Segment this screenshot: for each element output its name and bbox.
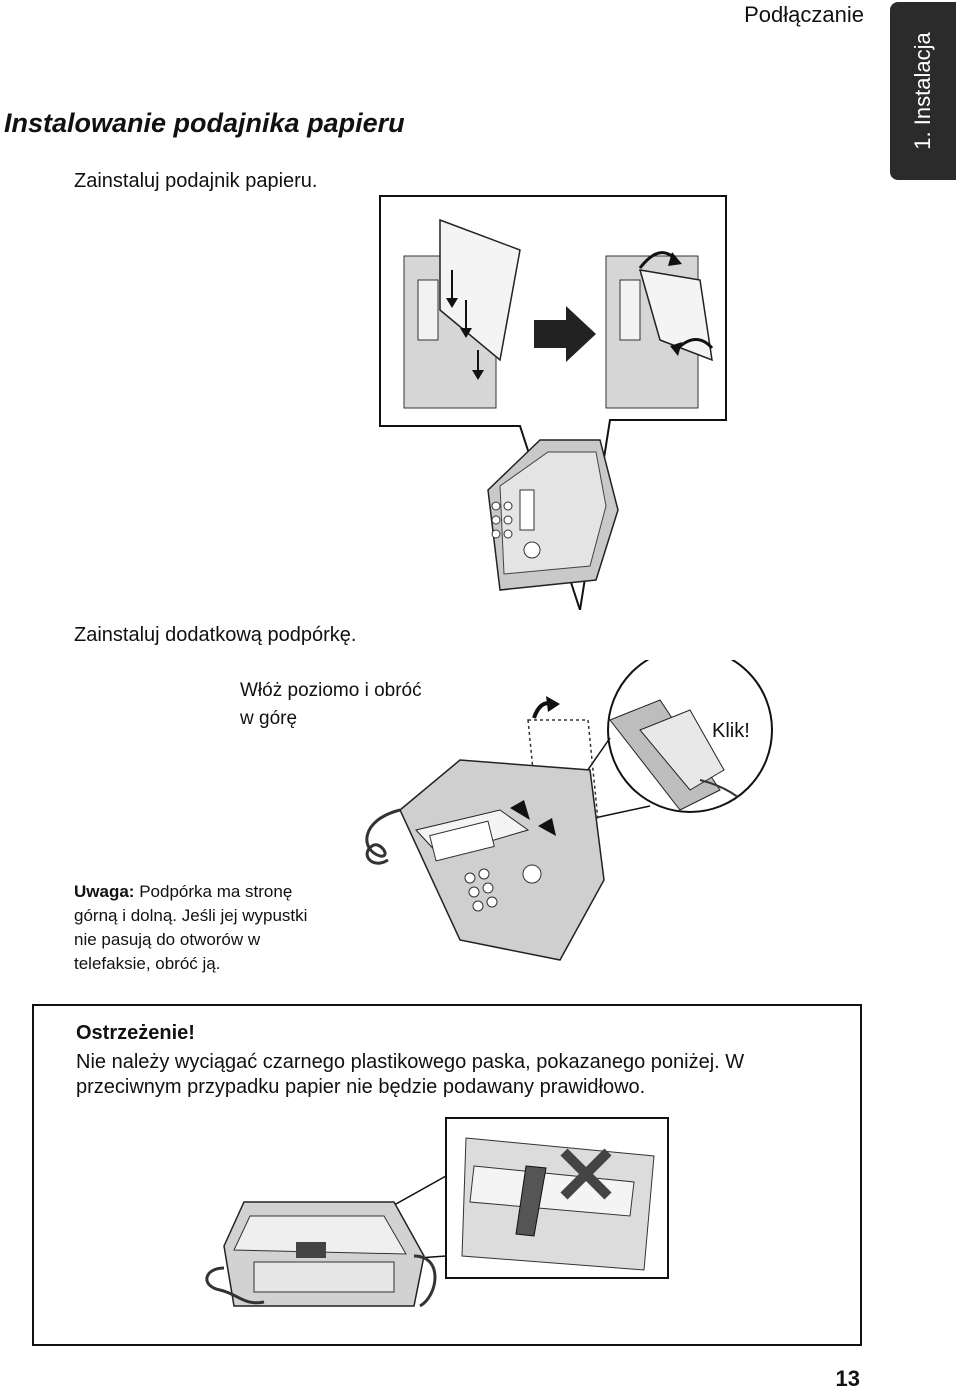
step-1-text: Zainstaluj podajnik papieru.	[74, 170, 318, 192]
note-label: Uwaga:	[74, 882, 135, 901]
section-title: Podłączanie	[744, 2, 864, 27]
step-2-caption-line1: Włóż poziomo i obróć	[240, 680, 422, 701]
chapter-tab-label: 1. Instalacja	[910, 32, 935, 150]
warning-line-2: przeciwnym przypadku papier nie będzie podawany prawidłowo.	[76, 1076, 646, 1098]
warning-title: Ostrzeżenie!	[76, 1022, 195, 1044]
step-2-text: Zainstaluj dodatkową podpórkę.	[74, 624, 357, 646]
paper-tray-figure	[0, 190, 960, 610]
warning-box	[32, 1004, 862, 1346]
step-2-caption-line2: w górę	[240, 708, 298, 729]
tray-rotation-detail	[606, 252, 712, 408]
note-line-2: górną i dolną. Jeśli jej wypustki	[74, 906, 308, 925]
note	[74, 880, 374, 976]
click-label: Klik!	[712, 720, 750, 742]
note-line-1: Podpórka ma stronę	[139, 882, 293, 901]
page-title: Instalowanie podajnika papieru	[4, 108, 405, 138]
note-line-4: telefaksie, obróć ją.	[74, 954, 221, 973]
fax-machine-drawing	[488, 440, 618, 590]
warning-line-1: Nie należy wyciągać czarnego plastikowego paska, pokazanego poniżej. W	[76, 1051, 745, 1073]
page-number: 13	[835, 1366, 860, 1391]
paper-tray-illustration	[0, 190, 960, 610]
note-line-3: nie pasują do otworów w	[74, 930, 261, 949]
chapter-tab	[890, 2, 956, 180]
plastic-strip-illustration	[34, 1006, 860, 1344]
